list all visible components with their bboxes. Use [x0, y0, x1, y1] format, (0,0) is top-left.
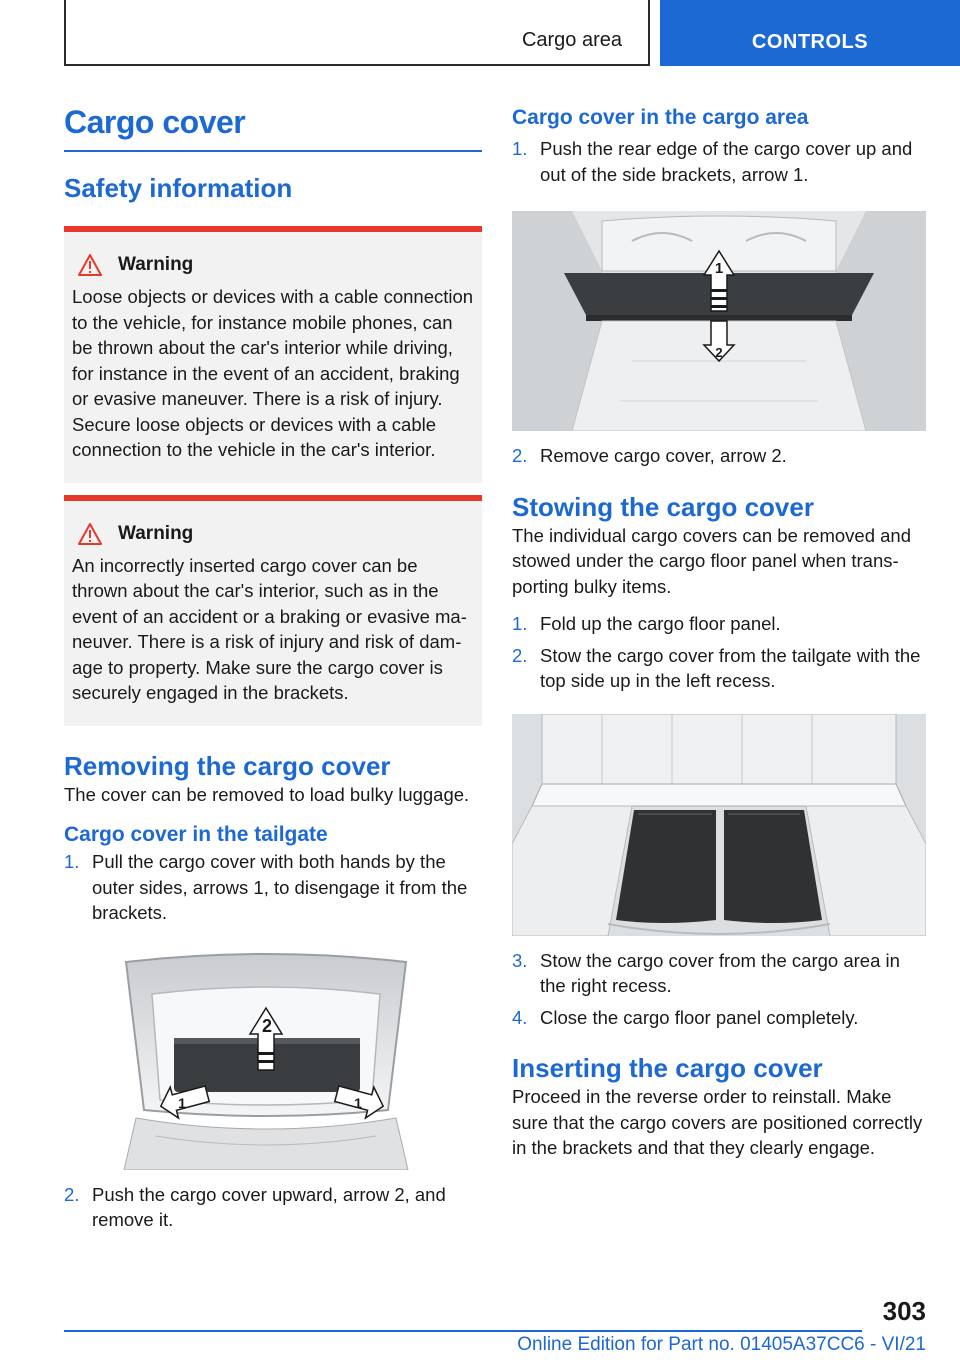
safety-heading: Safety information	[64, 173, 293, 203]
warning-label: Warning	[118, 522, 194, 544]
footer-edition-text: Online Edition for Part no. 01405A37CC6 - VI/21	[517, 1334, 926, 1355]
warning-text: An incorrectly inserted cargo cover can be thrown about the car's interior, such as in the event of an accident or a braking or evasive maneuver. There is a risk of injury and risk of damage to property. Make sure the cargo cover is securely engaged in the brackets.	[72, 554, 467, 703]
warning-label: Warning	[118, 254, 194, 275]
header-chapter-tab	[660, 0, 960, 66]
list-item: 1. Push the rear edge of the cargo cover up and out of the side brackets, arrow 1.	[512, 138, 913, 185]
list-item: 1. Pull the cargo cover with both hands by the outer sides, arrows 1, to disengage it from the brackets.	[64, 851, 468, 923]
warning-box-1	[64, 226, 482, 483]
list-item: 3. Stow the cargo cover from the cargo area in the right recess.	[512, 949, 900, 996]
stowing-text: The individual cargo covers can be removed and stowed under the cargo floor panel when transporting bulky items.	[512, 524, 912, 597]
arrow-label: 1	[178, 1094, 186, 1111]
list-item: 2. Remove cargo cover, arrow 2.	[512, 445, 787, 466]
arrow-label: 2	[715, 345, 723, 360]
left-column	[64, 100, 482, 1233]
list-item: 2. Stow the cargo cover from the tailgate with the top side up in the left recess.	[512, 644, 921, 691]
tailgate-cargo-cover-illustration	[116, 950, 416, 1170]
cargo-area-heading: Cargo cover in the cargo area	[512, 106, 809, 129]
warning-icon	[78, 523, 102, 545]
header-section-title: Cargo area	[521, 29, 622, 51]
warning-box-2	[64, 495, 482, 726]
removing-text: The cover can be removed to load bulky luggage.	[64, 783, 470, 805]
header-section-box	[64, 0, 650, 66]
list-item: 2. Push the cargo cover upward, arrow 2, and remove it.	[64, 1183, 446, 1230]
arrow-label: 2	[261, 1015, 273, 1036]
list-item: 4. Close the cargo floor panel completely.	[512, 1006, 859, 1028]
inserting-text: Proceed in the reverse order to reinstall. Make sure that the cargo covers are positioned correctly in the brackets and that they clearly engage.	[512, 1086, 923, 1158]
stowing-heading: Stowing the cargo cover	[512, 491, 814, 522]
footer-divider	[64, 1330, 862, 1332]
page-title: Cargo cover	[64, 100, 482, 152]
stowed-cargo-covers-illustration	[512, 714, 926, 936]
page-number: 303	[882, 1296, 926, 1326]
tailgate-heading: Cargo cover in the tailgate	[64, 823, 328, 846]
cargo-area-cover-illustration	[512, 211, 926, 431]
header-chapter-title: CONTROLS	[751, 31, 869, 53]
removing-heading: Removing the cargo cover	[64, 750, 391, 781]
list-item: 1. Fold up the cargo floor panel.	[512, 613, 781, 634]
arrow-label: 1	[354, 1094, 362, 1111]
warning-icon	[78, 254, 102, 276]
warning-text: Loose objects or devices with a cable connection to the vehicle, for instance mobile phones, can be thrown about the car's interior while driving, for instance in the event of an accident, braking or evasive maneuver. There is a risk of injury. Secure loose objects or devices with a cable connection to the vehicle in the car's interior.	[72, 286, 474, 460]
right-column	[512, 100, 926, 1161]
inserting-heading: Inserting the cargo cover	[512, 1053, 823, 1083]
arrow-label: 1	[714, 260, 724, 277]
